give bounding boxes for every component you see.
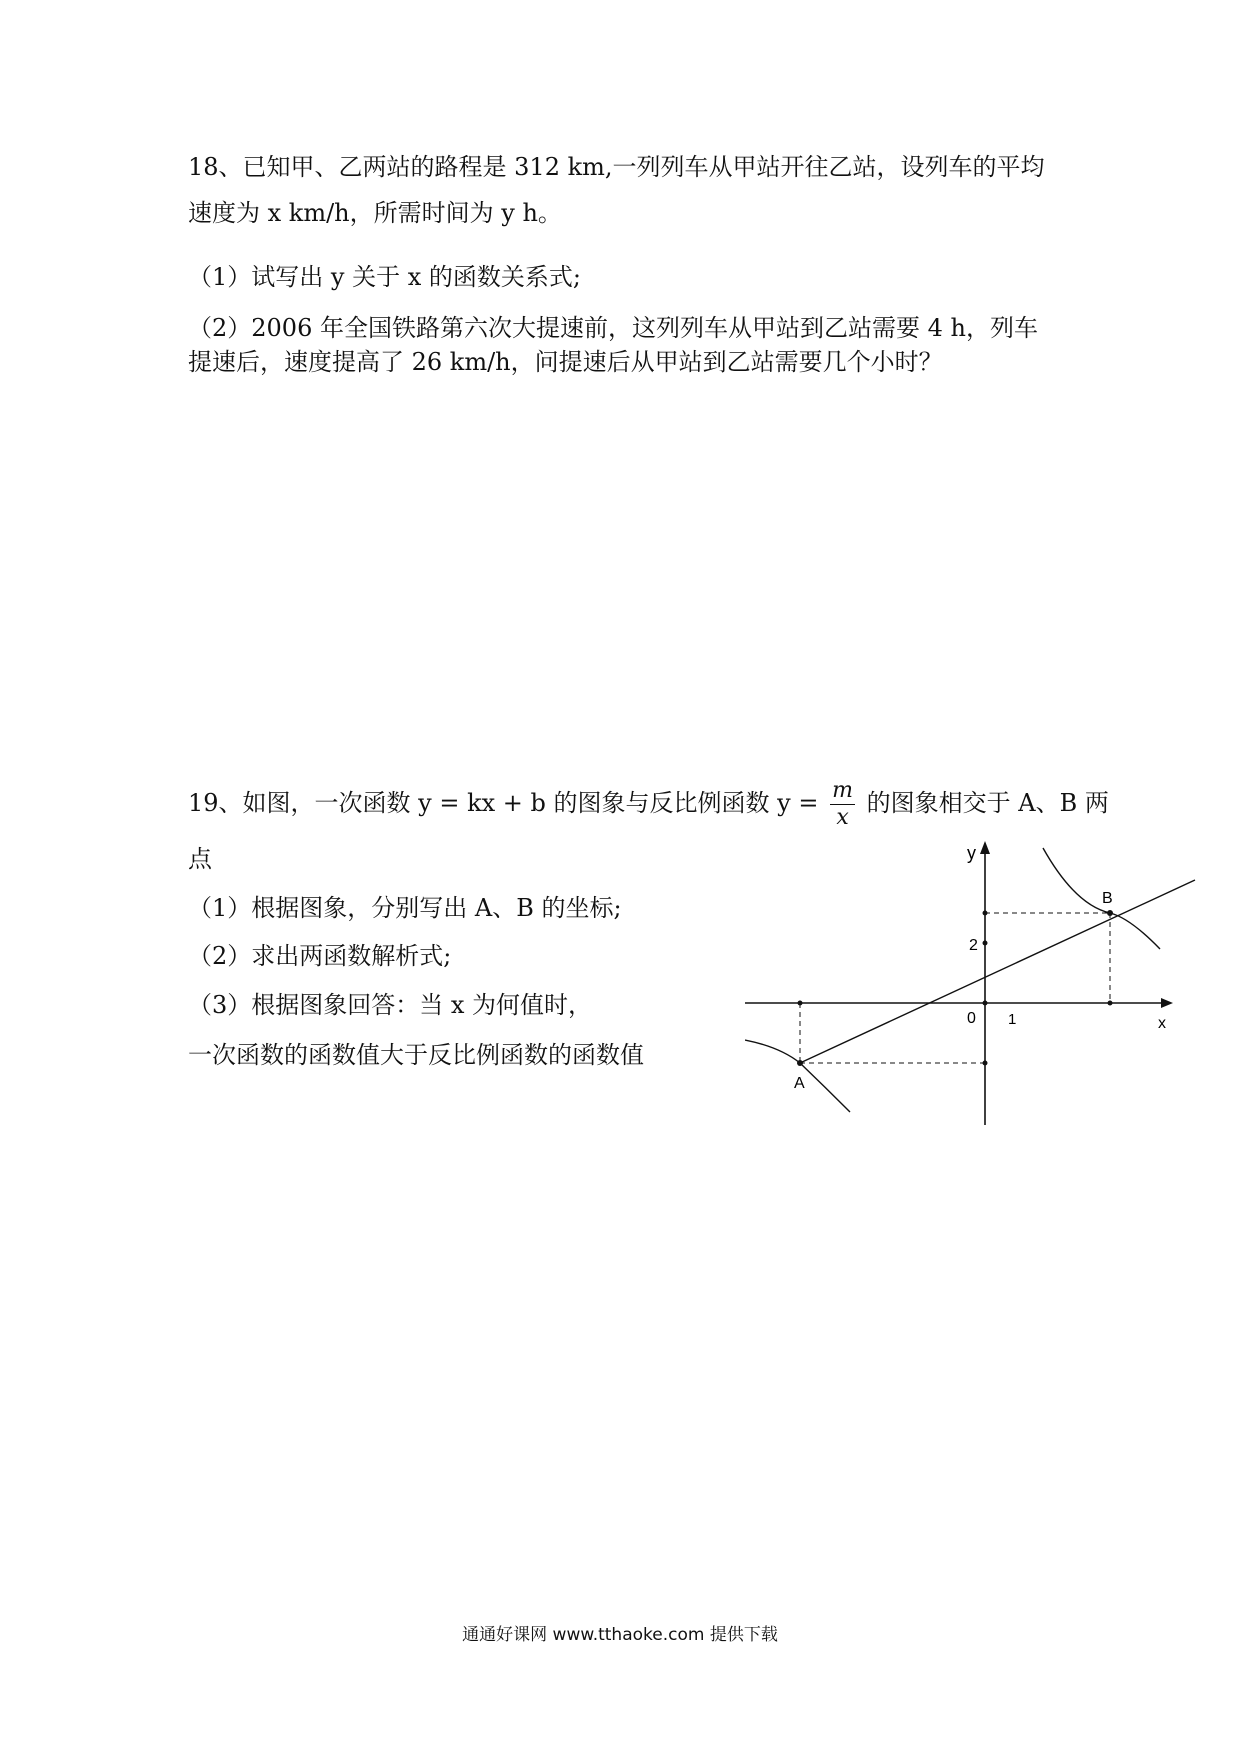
y-tick-2 [983,941,988,946]
point-a-label: A [794,1075,805,1092]
point-a [797,1060,803,1066]
point-b [1107,910,1113,916]
q19-line1-end: 的图象相交于 A、B 两 [866,789,1109,817]
q18-line1: 18、已知甲、乙两站的路程是 312 km,一列列车从甲站开往乙站，设列车的平均 [188,153,1045,181]
linear-function-line [800,880,1195,1063]
q19-part2: （2）求出两函数解析式; [188,942,452,970]
q18-line2: 速度为 x km/h，所需时间为 y h。 [188,199,562,227]
q19-part1: （1）根据图象，分别写出 A、B 的坐标; [188,894,622,922]
origin-dot [983,1001,988,1006]
q18-part2-line1: （2）2006 年全国铁路第六次大提速前，这列列车从甲站到乙站需要 4 h，列车 [188,314,1038,342]
x-tick-label: 1 [1008,1011,1017,1028]
y-axis-arrow-icon [980,841,990,854]
fraction-denominator: x [836,805,849,830]
y-tick-label: 2 [969,937,978,954]
q19-line1-start: 19、如图，一次函数 y = kx + b 的图象与反比例函数 y = [188,789,819,817]
y-axis-label: y [967,843,976,863]
q18-part2-line2: 提速后，速度提高了 26 km/h，问提速后从甲站到乙站需要几个小时？ [188,348,943,376]
q19-line1 [188,780,1109,829]
point-b-label: B [1102,890,1113,907]
footer-text: 通通好课网 www.tthaoke.com 提供下载 [462,1625,778,1645]
fraction-numerator: m [832,778,853,803]
x-axis-label: x [1158,1015,1166,1032]
q19-part3: （3）根据图象回答：当 x 为何值时， [188,991,593,1019]
origin-label: 0 [967,1010,976,1027]
x-axis-arrow-icon [1161,998,1173,1008]
inverse-fraction [830,780,855,829]
q18-part1: （1）试写出 y 关于 x 的函数关系式; [188,263,581,291]
function-graph [745,835,1205,1135]
q19-part3-line2: 一次函数的函数值大于反比例函数的函数值 [188,1041,644,1069]
q19-line2: 点 [188,845,212,873]
